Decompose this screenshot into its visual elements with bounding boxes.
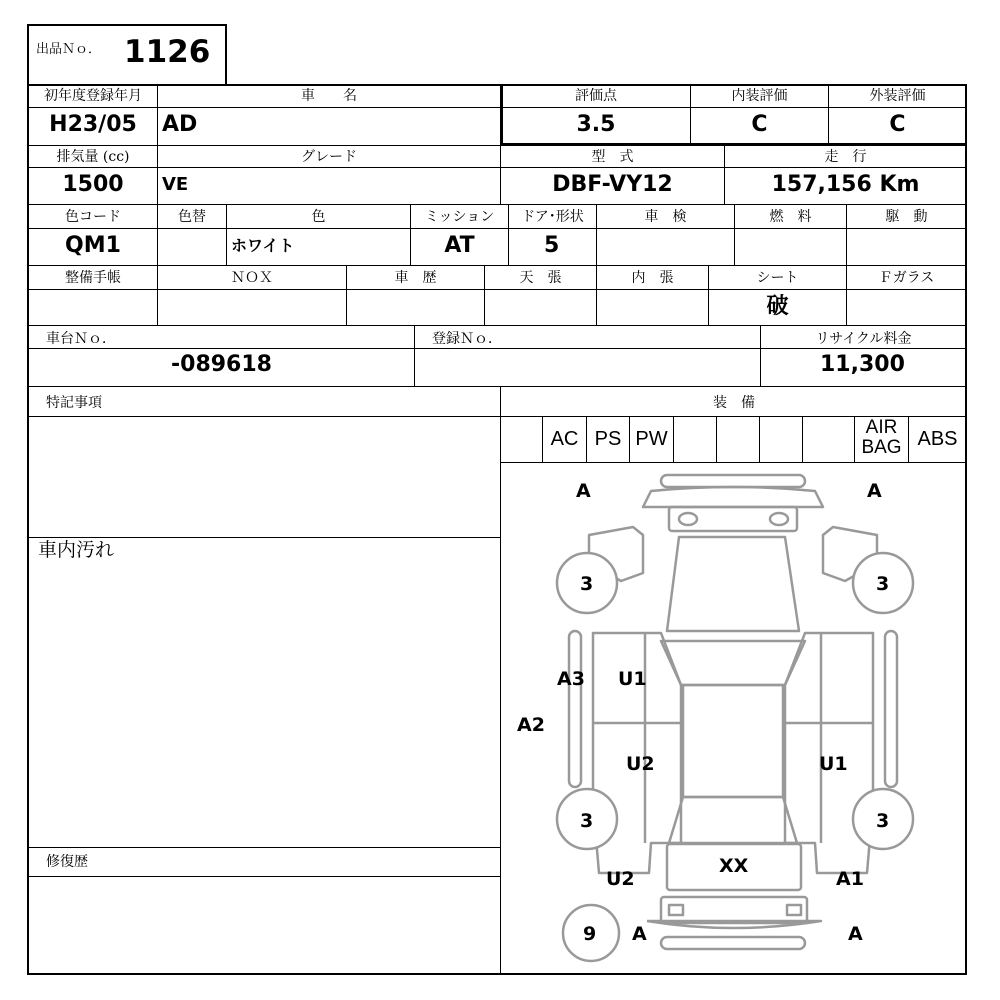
seat-label: シート: [756, 270, 799, 286]
mark-u1-left: U1: [618, 668, 647, 690]
transmission-value: AT: [444, 233, 475, 258]
color-label: 色: [311, 209, 326, 225]
equipment-item-ps: PS: [594, 428, 622, 450]
lot-number: 1126: [124, 34, 211, 70]
exterior-label: 外装評価: [869, 88, 926, 104]
first-reg-value: H23/05: [49, 112, 137, 137]
reg-no-label: 登録Ｎｏ．: [432, 331, 502, 347]
mark-wheel-rr: 3: [876, 810, 890, 832]
maintenance-label: 整備手帳: [65, 270, 121, 286]
fuel-label: 燃 料: [769, 209, 812, 225]
color-change-label: 色替: [178, 209, 206, 225]
equipment-item-abs: ABS: [917, 428, 958, 450]
equipment-item-airbag: AIR BAG: [861, 417, 902, 458]
color-code-label: 色コード: [65, 209, 121, 225]
score-label: 評価点: [575, 88, 617, 104]
notes-label: 特記事項: [46, 395, 102, 411]
interior-trim-label: 内 張: [631, 270, 674, 286]
mileage-label: 走 行: [824, 149, 867, 165]
chassis-label: 車台Ｎｏ．: [46, 331, 116, 347]
interior-label: 内装評価: [731, 88, 788, 104]
mark-wheel-rl: 3: [580, 810, 594, 832]
mark-u2-rear: U2: [606, 868, 635, 890]
mileage-value: 157,156 Km: [771, 172, 920, 197]
inspection-label: 車 検: [644, 209, 687, 225]
model-value: DBF-VY12: [552, 172, 673, 197]
drive-label: 駆 動: [885, 209, 928, 225]
door-shape-label: ドア･形状: [521, 209, 584, 225]
recycle-value: 11,300: [820, 352, 905, 377]
mark-xx: XX: [719, 855, 749, 877]
mark-rear-left: A: [632, 923, 647, 945]
mark-front-left: A: [576, 480, 591, 502]
mark-front-right: A: [867, 480, 882, 502]
displacement-value: 1500: [62, 172, 124, 197]
color-code-value: QM1: [65, 233, 121, 258]
seat-value: 破: [766, 294, 789, 319]
mark-a2: A2: [517, 714, 545, 736]
grade-label: グレード: [301, 149, 357, 165]
notes-text: 車内汚れ: [38, 539, 115, 561]
mark-spare: 9: [583, 923, 597, 945]
color-value: ホワイト: [231, 236, 295, 255]
displacement-label: 排気量 (cc): [56, 149, 130, 165]
mark-a3: A3: [557, 668, 585, 690]
first-reg-label: 初年度登録年月: [44, 88, 142, 104]
model-label: 型 式: [591, 149, 634, 165]
mark-u2-left: U2: [626, 753, 655, 775]
score-value: 3.5: [576, 112, 616, 137]
mark-wheel-fl: 3: [580, 573, 594, 595]
mark-u1-right: U1: [819, 753, 848, 775]
lot-label: 出品Ｎｏ．: [36, 42, 102, 57]
repair-label: 修復歴: [46, 854, 88, 870]
mark-a1: A1: [836, 868, 864, 890]
history-label: 車 歴: [394, 270, 437, 286]
car-name-value: AD: [162, 112, 198, 137]
car-name-label: 車 名: [301, 88, 357, 104]
grade-value: VE: [162, 174, 189, 195]
equipment-item-pw: PW: [635, 428, 668, 450]
mark-wheel-fr: 3: [876, 573, 890, 595]
recycle-label: リサイクル料金: [815, 331, 912, 347]
equipment-label: 装 備: [713, 395, 755, 411]
door-shape-value: 5: [544, 233, 560, 258]
transmission-label: ミッション: [424, 209, 495, 225]
car-diagram: [501, 463, 967, 975]
interior-value: C: [751, 112, 768, 137]
nox-label: ＮＯＸ: [231, 270, 273, 286]
mark-rear-right: A: [848, 923, 863, 945]
ceiling-label: 天 張: [519, 270, 562, 286]
equipment-item-ac: AC: [550, 428, 579, 450]
fglass-label: Ｆガラス: [878, 270, 935, 286]
exterior-value: C: [889, 112, 906, 137]
chassis-value: -089618: [171, 352, 272, 377]
